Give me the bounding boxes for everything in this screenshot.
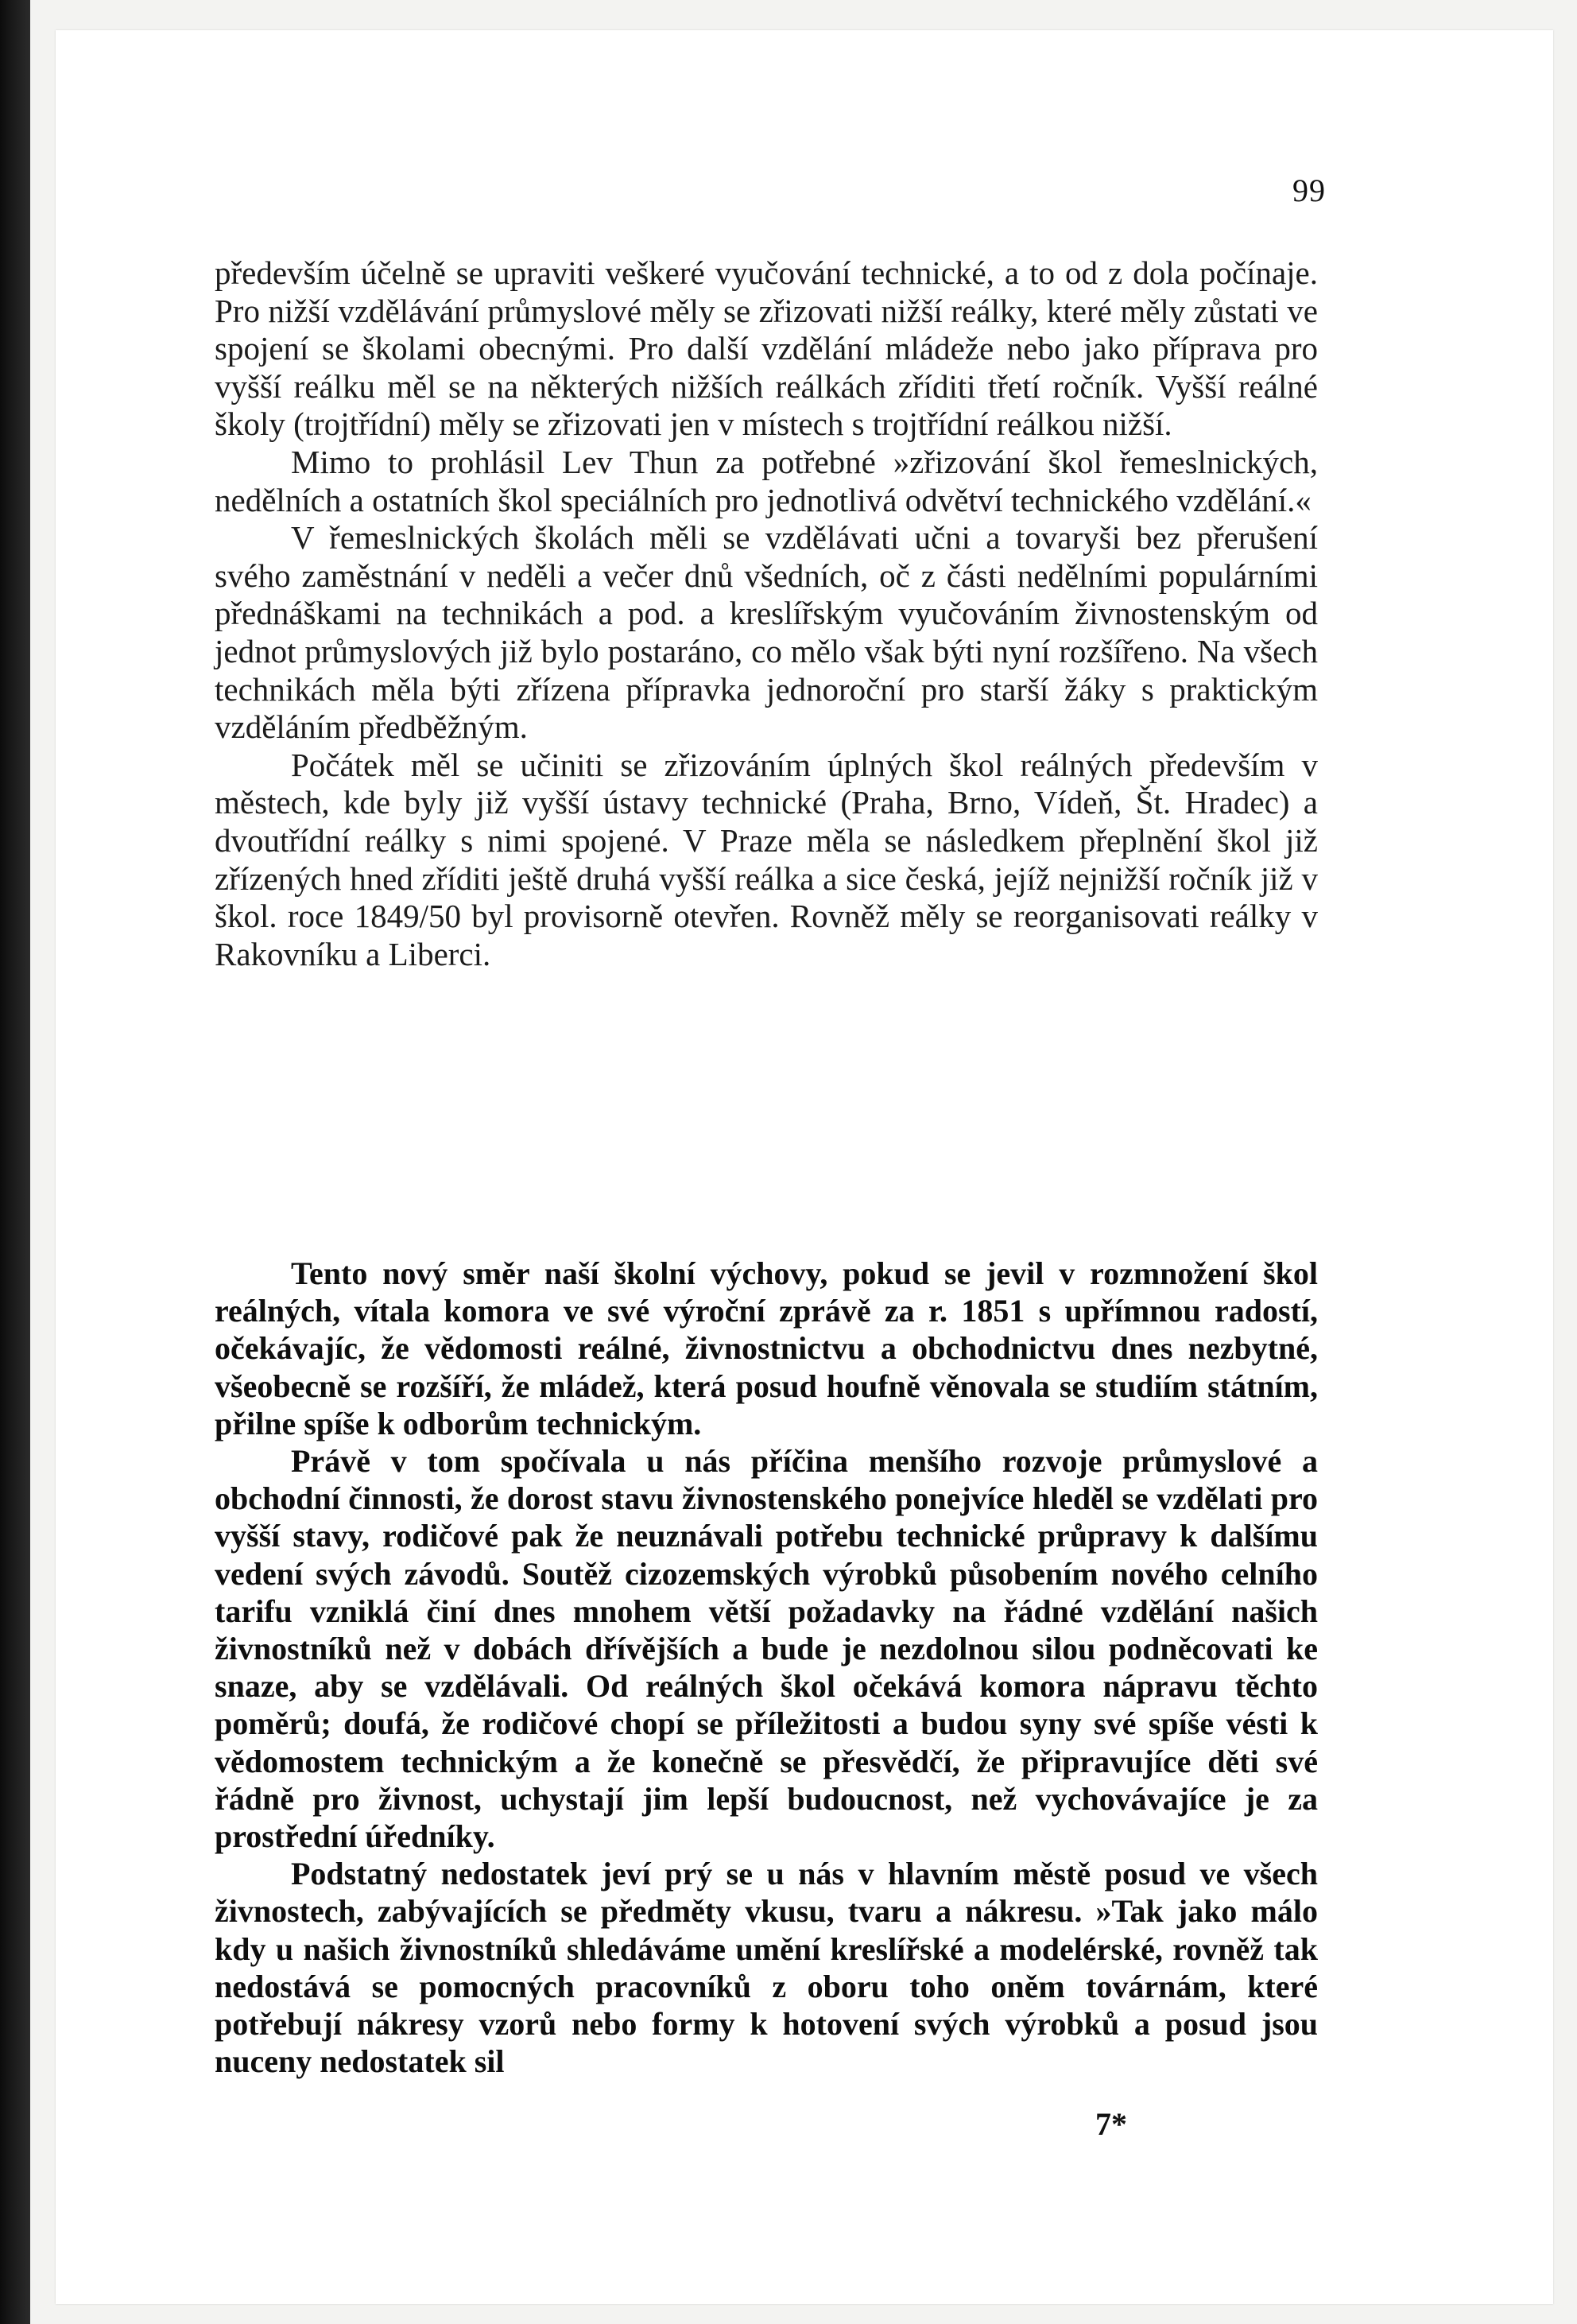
paragraph: Tento nový směr naší školní výchovy, pokud se jevil v rozmnožení škol reálných, vítala komora ve své výroční zprávě za r. 1851 s upřímnou radostí, očekávajíc, že vědomosti reálné, živnostnictvu a obchodnictvu dnes nezbytné, všeobecně se rozšíří, že mládež, která posud houfně věnovala se studiím státním, přilne spíše k odborům technickým. bbox=[215, 1255, 1318, 1441]
text-section-2 bbox=[215, 1255, 1318, 2080]
page-number: 99 bbox=[1292, 173, 1326, 208]
paragraph: Právě v tom spočívala u nás příčina menšího rozvoje průmyslové a obchodní činnosti, že dorost stavu živnostenského ponejvíce hleděl se vzdělati pro vyšší stavy, rodičové pak že neuznávali potřebu technické průpravy k dalšímu vedení svých závodů. Soutěž cizozemských výrobků působením nového celního tarifu vzniklá činí dnes mnohem větší požadavky na řádné vzdělání našich živnostníků než v dobách dřívějších a bude je nezdolnou silou podněcovati ke snaze, aby se vzdělávali. Od reálných škol očekává komora nápravu těchto poměrů; doufá, že rodičové chopí se příležitosti a budou syny své spíše vésti k vědomostem technickým a že konečně se přesvědčí, že připravujíce děti své řádně pro živnost, uchystají jim lepší budoucnost, než vychovávajíce je za prostřední úředníky. bbox=[215, 1443, 1318, 1855]
paragraph: Podstatný nedostatek jeví prý se u nás v hlavním městě posud ve všech živnostech, zabývajících se předměty vkusu, tvaru a nákresu. »Tak jako málo kdy u našich živnostníků shledáváme umění kreslířské a modelérské, rovněž tak nedostává se pomocných pracovníků z oboru toho oněm továrnám, které potřebují nákresy vzorů nebo formy k hotovení svých výrobků a posud jsou nuceny nedostatek sil bbox=[215, 1856, 1318, 2080]
paragraph: Počátek měl se učiniti se zřizováním úplných škol reálných především v městech, kde byly již vyšší ústavy technické (Praha, Brno, Vídeň, Št. Hradec) a dvoutřídní reálky s nimi spojené. V Praze měla se následkem přeplnění škol již zřízených hned zříditi ještě druhá vyšší reálka a sice česká, jejíž nejnižší ročník již v škol. roce 1849/50 byl provisorně otevřen. Rovněž měly se reorganisovati reálky v Rakovníku a Liberci. bbox=[215, 746, 1318, 972]
paragraph: V řemeslnických školách měli se vzdělávati učni a tovaryši bez přerušení svého zaměstnání v neděli a večer dnů všedních, oč z části nedělními populárními přednáškami na technikách a pod. a kreslířským vyučováním živnostenským od jednot průmyslových již bylo postaráno, co mělo však býti nyní rozšířeno. Na všech technikách měla býti zřízena přípravka jednoroční pro starší žáky s praktickým vzděláním předběžným. bbox=[215, 519, 1318, 746]
text-section-1 bbox=[215, 254, 1318, 973]
book-spine-edge bbox=[0, 0, 30, 2324]
paragraph: Mimo to prohlásil Lev Thun za potřebné »zřizování škol řemeslnických, nedělních a ostatních škol speciálních pro jednotlivá odvětví technického vzdělání.« bbox=[215, 443, 1318, 518]
printer-signature-mark: 7* bbox=[1095, 2106, 1127, 2142]
paragraph: především účelně se upraviti veškeré vyučování technické, a to od z dola počínaje. Pro nižší vzdělávání průmyslové měly se zřizovati nižší reálky, které měly zůstati ve spojení se školami obecnými. Pro další vzdělání mládeže nebo jako příprava pro vyšší reálku měl se na některých nižších reálkách zříditi třetí ročník. Vyšší reálné školy (trojtřídní) měly se zřizovati jen v místech s trojtřídní reálkou nižší. bbox=[215, 254, 1318, 443]
book-page bbox=[56, 30, 1553, 2304]
